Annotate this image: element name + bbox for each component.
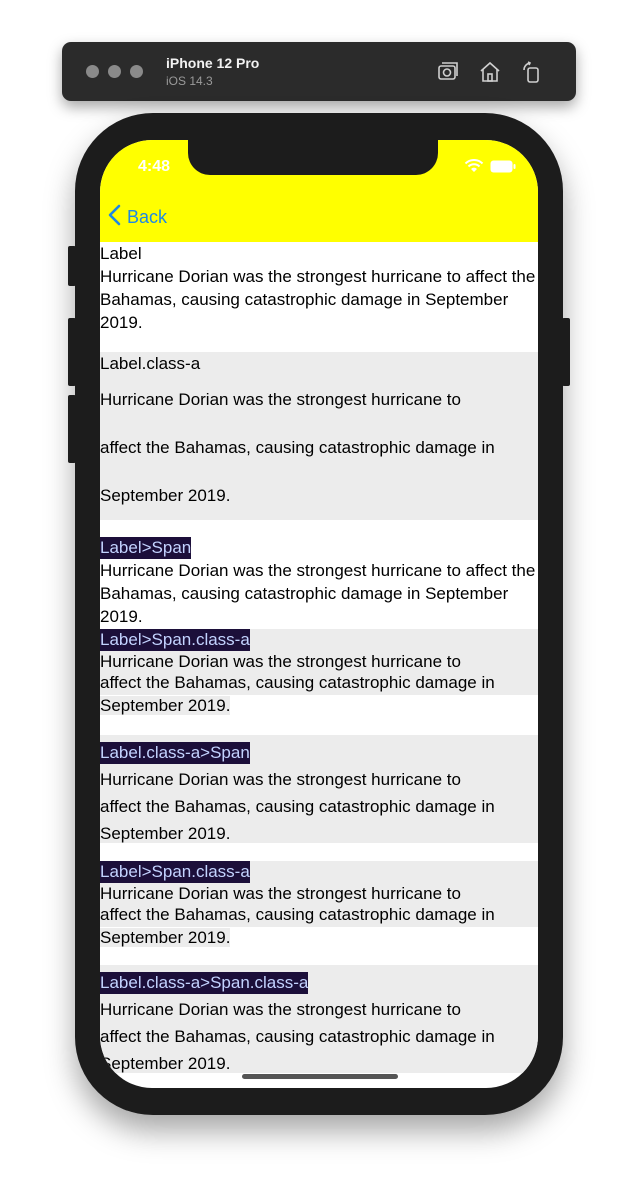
- wifi-icon: [464, 159, 484, 178]
- screenshot-icon[interactable]: [436, 60, 460, 84]
- rotate-icon[interactable]: [520, 60, 544, 84]
- section-title: Label>Span.class-a: [100, 630, 250, 649]
- section-label: [100, 242, 538, 352]
- section-text-line-3: September 2019.: [100, 928, 231, 947]
- content-list: [100, 242, 538, 1073]
- section-label-span-class-a: [100, 629, 538, 735]
- close-dot[interactable]: [86, 65, 99, 78]
- section-text: Hurricane Dorian was the strongest hurricane to affect the Bahamas, causing catastrophic damage in September 2019.: [100, 561, 536, 626]
- battery-icon: [490, 160, 516, 178]
- section-label-class-a: [100, 352, 538, 520]
- section-text-line-1: Hurricane Dorian was the strongest hurricane to: [100, 1000, 461, 1019]
- section-title: Label.class-a>Span.class-a: [100, 973, 309, 992]
- section-text-line-2: affect the Bahamas, causing catastrophic damage in: [100, 797, 495, 816]
- volume-up-button: [68, 318, 76, 386]
- home-icon[interactable]: [478, 60, 502, 84]
- home-indicator[interactable]: [242, 1074, 398, 1079]
- section-text-line-1: Hurricane Dorian was the strongest hurricane to: [100, 390, 461, 409]
- section-text-line-3: September 2019.: [100, 486, 231, 505]
- phone-screen: [100, 140, 538, 1088]
- section-title: Label.class-a>Span: [100, 743, 250, 762]
- device-name: iPhone 12 Pro: [166, 55, 260, 71]
- section-text-line-1: Hurricane Dorian was the strongest hurricane to: [100, 652, 461, 671]
- section-text-line-2: affect the Bahamas, causing catastrophic damage in: [100, 905, 495, 924]
- os-version: iOS 14.3: [166, 74, 213, 88]
- section-title: Label.class-a: [100, 354, 201, 373]
- section-text-line-1: Hurricane Dorian was the strongest hurricane to: [100, 884, 461, 903]
- section-text-line-2: affect the Bahamas, causing catastrophic damage in: [100, 1027, 495, 1046]
- section-label-span: [100, 520, 538, 629]
- zoom-dot[interactable]: [130, 65, 143, 78]
- section-title: Label>Span.class-a: [100, 862, 250, 881]
- power-button: [562, 318, 570, 386]
- section-text-line-3: September 2019.: [100, 1054, 231, 1073]
- section-text-line-1: Hurricane Dorian was the strongest hurricane to: [100, 770, 461, 789]
- back-button[interactable]: [108, 204, 167, 231]
- volume-down-button: [68, 395, 76, 463]
- silent-switch: [68, 246, 76, 286]
- section-text: Hurricane Dorian was the strongest hurricane to affect the Bahamas, causing catastrophic damage in September 2019.: [100, 267, 536, 332]
- minimize-dot[interactable]: [108, 65, 121, 78]
- window-controls[interactable]: [86, 65, 143, 78]
- section-label-span-class-a-2: [100, 843, 538, 965]
- back-label: Back: [127, 207, 168, 227]
- simulator-titlebar: [62, 42, 576, 101]
- status-time: 4:48: [138, 158, 171, 175]
- section-text-line-3: September 2019.: [100, 696, 231, 715]
- section-title: Label: [100, 244, 142, 263]
- section-label-class-a-span-class-a: [100, 965, 538, 1073]
- notch: [188, 140, 438, 175]
- section-title: Label>Span: [100, 538, 192, 557]
- chevron-left-icon: [108, 204, 121, 231]
- section-text-line-2: affect the Bahamas, causing catastrophic damage in: [100, 673, 495, 692]
- navigation-bar: [100, 140, 538, 242]
- section-text-line-2: affect the Bahamas, causing catastrophic damage in: [100, 438, 495, 457]
- section-label-class-a-span: [100, 735, 538, 843]
- section-text-line-3: September 2019.: [100, 824, 231, 843]
